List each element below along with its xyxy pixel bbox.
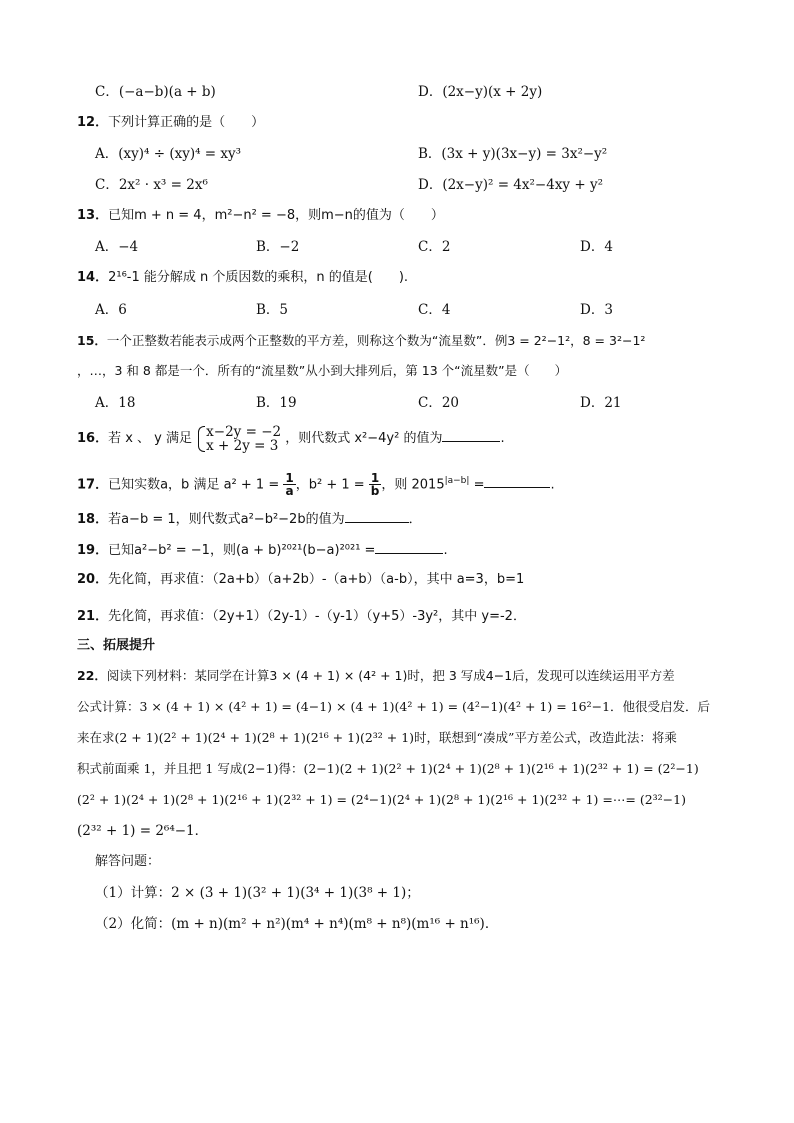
- q19-question: [77, 539, 448, 561]
- q22-text-line-6: (2³² + 1) = 2⁶⁴−1．: [77, 823, 209, 839]
- q15-option-a: A．18: [95, 395, 136, 411]
- q16-pre: 若 x 、 y 满足: [108, 431, 193, 446]
- q17-number: 17．: [77, 477, 109, 493]
- q16-equation-2: x + 2y = 3: [206, 437, 279, 454]
- q20-stem: 先化简，再求值：（2a+b）（a+2b）-（a+b）（a-b），其中 a=3，b=1: [108, 572, 525, 587]
- q17-eq: =: [469, 477, 485, 493]
- q15-option-d: D．21: [580, 395, 622, 411]
- q15-question: [77, 331, 645, 351]
- q14-stem: 2¹⁶-1 能分解成 n 个质因数的乘积，n 的值是( ).: [108, 270, 409, 285]
- q18-end: ．: [408, 512, 422, 527]
- q14-option-a: A．6: [95, 302, 127, 318]
- q22-text-line-4: 积式前面乘 1，并且把 1 写成(2−1)得：(2−1)(2 + 1)(2² + 1)(2⁴ + 1)(2⁸ + 1)(2¹⁶ + 1)(2³² + 1) = (2²−1): [77, 761, 699, 776]
- q17-pre: 已知实数a，b 满足 a² + 1 =: [108, 477, 280, 493]
- q15-stem-line2: ，…，3 和 8 都是一个．所有的“流星数”从小到大排列后，第 13 个“流星数”是（ ）: [77, 363, 568, 378]
- q13-number: 13．: [77, 208, 109, 223]
- q17-question: [77, 466, 555, 500]
- q13-option-b: B．−2: [256, 239, 300, 255]
- q12-option-d: D．(2x−y)² = 4x²−4xy + y²: [418, 177, 603, 193]
- q22-line-1: [77, 666, 675, 686]
- q13-option-d: D．4: [580, 239, 613, 255]
- q13-question: [77, 206, 444, 226]
- q11-option-d: D．(2x−y)(x + 2y): [418, 84, 543, 100]
- q21-stem: 先化简，再求值：（2y+1）（2y-1）-（y-1）（y+5）-3y²，其中 y=-2．: [108, 609, 526, 624]
- q20-question: [77, 570, 524, 590]
- q12-option-b: B．(3x + y)(3x−y) = 3x²−y²: [418, 146, 608, 162]
- q16-post: ，则代数式 x²−4y² 的值为: [285, 431, 443, 446]
- q22-text-line-3: 来在求(2 + 1)(2² + 1)(2⁴ + 1)(2⁸ + 1)(2¹⁶ + 1)(2³² + 1)时，联想到“凑成”平方差公式，改造此法：将乘: [77, 730, 677, 745]
- q22-text-line-5: (2² + 1)(2⁴ + 1)(2⁸ + 1)(2¹⁶ + 1)(2³² + 1) = (2⁴−1)(2⁴ + 1)(2⁸ + 1)(2¹⁶ + 1)(2³² + 1) =⋯= (2³²−1): [77, 792, 686, 807]
- q19-number: 19．: [77, 543, 109, 558]
- q17-frac1-denominator: a: [285, 484, 294, 499]
- q22-text-line-1: 阅读下列材料：某同学在计算3 × (4 + 1) × (4² + 1)时，把 3 写成4−1后，发现可以连续运用平方差: [106, 668, 675, 683]
- q13-option-a: A．−4: [95, 239, 139, 255]
- q14-option-c: C．4: [418, 302, 451, 318]
- q14-question: [77, 268, 408, 288]
- q14-option-b: B．5: [256, 302, 289, 318]
- q15-number: 15．: [77, 333, 107, 348]
- q15-stem-line1: 一个正整数若能表示成两个正整数的平方差，则称这个数为“流星数”．例3 = 2²−1²，8 = 3²−1²: [106, 333, 646, 348]
- q12-option-a: A．(xy)⁴ ÷ (xy)⁴ = xy³: [95, 146, 242, 162]
- q18-number: 18．: [77, 512, 109, 527]
- q13-stem: 已知m + n = 4，m²−n² = −8，则m−n的值为（ ）: [108, 208, 444, 223]
- q14-option-d: D．3: [580, 302, 613, 318]
- q16-equation-1: x−2y = −2: [206, 423, 282, 440]
- q18-question: [77, 508, 422, 530]
- q19-stem: 已知a²−b² = −1，则(a + b)²⁰²¹(b−a)²⁰²¹ =: [108, 543, 376, 558]
- q17-frac2-numerator: 1: [369, 472, 382, 485]
- q14-number: 14．: [77, 270, 109, 285]
- q22-part-1: （1）计算：2 × (3 + 1)(3² + 1)(3⁴ + 1)(3⁸ + 1)；: [95, 885, 420, 901]
- q12-stem: 下列计算正确的是（ ）: [108, 115, 265, 130]
- q21-question: [77, 607, 526, 627]
- q17-fraction-1: [283, 472, 295, 497]
- q16-number: 16．: [77, 431, 109, 446]
- q15-option-c: C．20: [418, 395, 460, 411]
- q17-end: .: [550, 477, 555, 493]
- q17-answer-blank[interactable]: [484, 473, 550, 488]
- q17-post: ，则 2015: [381, 477, 445, 493]
- q18-stem: 若a−b = 1，则代数式a²−b²−2b的值为: [108, 512, 345, 527]
- q16-end: .: [500, 431, 505, 446]
- q22-number: 22．: [77, 668, 107, 683]
- q16-answer-blank[interactable]: [442, 427, 500, 442]
- q19-answer-blank[interactable]: [375, 539, 443, 554]
- q16-question: [77, 424, 505, 454]
- q16-equation-system: [196, 425, 281, 453]
- q19-end: .: [443, 543, 448, 558]
- section-heading-extension: 三、拓展提升: [77, 638, 156, 653]
- q17-frac1-numerator: 1: [285, 471, 294, 486]
- q17-frac2-denominator: b: [370, 484, 380, 499]
- q17-mid: ，b² + 1 =: [295, 477, 365, 493]
- q22-answer-heading: 解答问题：: [95, 854, 161, 869]
- q12-option-c: C．2x² · x³ = 2x⁶: [95, 177, 208, 193]
- q12-question: [77, 113, 264, 133]
- q15-option-b: B．19: [256, 395, 297, 411]
- q17-fraction-2: [369, 472, 382, 497]
- q22-part-2: （2）化简：(m + n)(m² + n²)(m⁴ + n⁴)(m⁸ + n⁸)(m¹⁶ + n¹⁶)．: [95, 916, 499, 932]
- q11-option-c: C．(−a−b)(a + b): [95, 84, 216, 100]
- q13-option-c: C．2: [418, 239, 451, 255]
- q22-text-line-2: 公式计算：3 × (4 + 1) × (4² + 1) = (4−1) × (4 + 1)(4² + 1) = (4²−1)(4² + 1) = 16²−1．他很受启发．后: [77, 699, 711, 714]
- q18-answer-blank[interactable]: [345, 508, 409, 523]
- q21-number: 21．: [77, 609, 109, 624]
- q17-exponent: |a−b|: [444, 476, 470, 486]
- q12-number: 12．: [77, 115, 109, 130]
- q20-number: 20．: [77, 572, 109, 587]
